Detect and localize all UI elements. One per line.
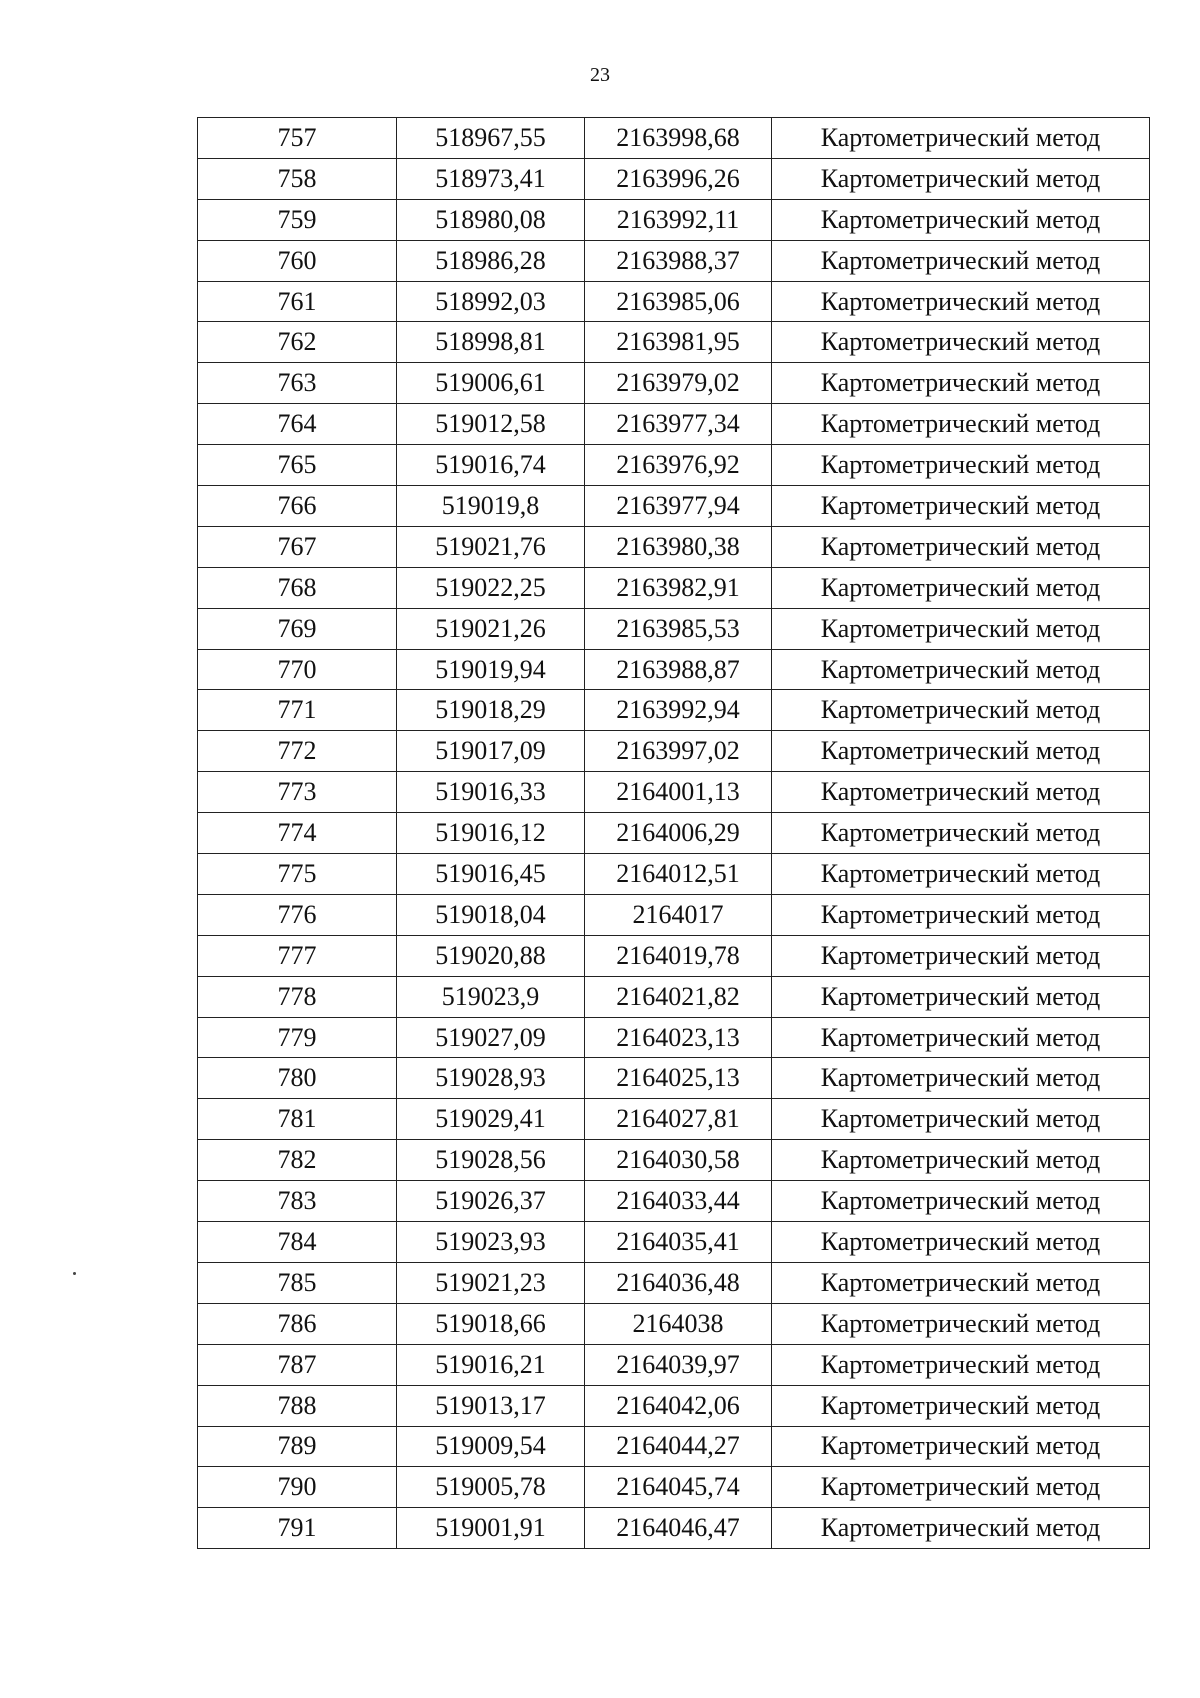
point-number-cell: 767 <box>198 526 397 567</box>
point-number-cell: 770 <box>198 649 397 690</box>
table-row <box>198 1262 1150 1303</box>
point-number-cell: 760 <box>198 240 397 281</box>
point-number-cell: 768 <box>198 567 397 608</box>
point-number-cell: 776 <box>198 894 397 935</box>
method-cell: Картометрический метод <box>772 1099 1150 1140</box>
table-row <box>198 731 1150 772</box>
y-coordinate-cell: 2164017 <box>585 894 772 935</box>
x-coordinate-cell: 519029,41 <box>397 1099 585 1140</box>
method-cell: Картометрический метод <box>772 322 1150 363</box>
method-cell: Картометрический метод <box>772 1344 1150 1385</box>
x-coordinate-cell: 518986,28 <box>397 240 585 281</box>
x-coordinate-cell: 519019,8 <box>397 486 585 527</box>
point-number-cell: 758 <box>198 158 397 199</box>
table-row <box>198 976 1150 1017</box>
y-coordinate-cell: 2163992,11 <box>585 199 772 240</box>
y-coordinate-cell: 2164042,06 <box>585 1385 772 1426</box>
table-row <box>198 567 1150 608</box>
x-coordinate-cell: 519021,23 <box>397 1262 585 1303</box>
point-number-cell: 784 <box>198 1222 397 1263</box>
scan-speck <box>73 1272 76 1275</box>
y-coordinate-cell: 2164027,81 <box>585 1099 772 1140</box>
y-coordinate-cell: 2163981,95 <box>585 322 772 363</box>
point-number-cell: 785 <box>198 1262 397 1303</box>
x-coordinate-cell: 519009,54 <box>397 1426 585 1467</box>
table-row <box>198 240 1150 281</box>
x-coordinate-cell: 519005,78 <box>397 1467 585 1508</box>
point-number-cell: 764 <box>198 404 397 445</box>
point-number-cell: 759 <box>198 199 397 240</box>
x-coordinate-cell: 519016,12 <box>397 813 585 854</box>
point-number-cell: 774 <box>198 813 397 854</box>
y-coordinate-cell: 2164001,13 <box>585 772 772 813</box>
point-number-cell: 786 <box>198 1303 397 1344</box>
method-cell: Картометрический метод <box>772 281 1150 322</box>
x-coordinate-cell: 519016,33 <box>397 772 585 813</box>
table-row <box>198 199 1150 240</box>
point-number-cell: 766 <box>198 486 397 527</box>
point-number-cell: 777 <box>198 935 397 976</box>
y-coordinate-cell: 2164035,41 <box>585 1222 772 1263</box>
x-coordinate-cell: 519018,04 <box>397 894 585 935</box>
table-row <box>198 690 1150 731</box>
method-cell: Картометрический метод <box>772 1426 1150 1467</box>
x-coordinate-cell: 519027,09 <box>397 1017 585 1058</box>
coordinates-table <box>197 117 1150 1549</box>
y-coordinate-cell: 2163997,02 <box>585 731 772 772</box>
y-coordinate-cell: 2164021,82 <box>585 976 772 1017</box>
method-cell: Картометрический метод <box>772 1262 1150 1303</box>
y-coordinate-cell: 2164036,48 <box>585 1262 772 1303</box>
method-cell: Картометрический метод <box>772 363 1150 404</box>
method-cell: Картометрический метод <box>772 731 1150 772</box>
method-cell: Картометрический метод <box>772 445 1150 486</box>
y-coordinate-cell: 2163985,06 <box>585 281 772 322</box>
table-row <box>198 813 1150 854</box>
method-cell: Картометрический метод <box>772 199 1150 240</box>
method-cell: Картометрический метод <box>772 649 1150 690</box>
table-row <box>198 649 1150 690</box>
x-coordinate-cell: 519018,29 <box>397 690 585 731</box>
point-number-cell: 775 <box>198 854 397 895</box>
method-cell: Картометрический метод <box>772 690 1150 731</box>
table-row <box>198 1385 1150 1426</box>
method-cell: Картометрический метод <box>772 567 1150 608</box>
y-coordinate-cell: 2164044,27 <box>585 1426 772 1467</box>
y-coordinate-cell: 2163979,02 <box>585 363 772 404</box>
point-number-cell: 762 <box>198 322 397 363</box>
point-number-cell: 789 <box>198 1426 397 1467</box>
table-row <box>198 1508 1150 1549</box>
method-cell: Картометрический метод <box>772 1385 1150 1426</box>
y-coordinate-cell: 2163982,91 <box>585 567 772 608</box>
table-row <box>198 1467 1150 1508</box>
method-cell: Картометрический метод <box>772 1140 1150 1181</box>
method-cell: Картометрический метод <box>772 854 1150 895</box>
method-cell: Картометрический метод <box>772 118 1150 159</box>
table-row <box>198 772 1150 813</box>
table-row <box>198 526 1150 567</box>
x-coordinate-cell: 519013,17 <box>397 1385 585 1426</box>
table-row <box>198 854 1150 895</box>
x-coordinate-cell: 519028,93 <box>397 1058 585 1099</box>
method-cell: Картометрический метод <box>772 1303 1150 1344</box>
x-coordinate-cell: 519021,26 <box>397 608 585 649</box>
table-row <box>198 935 1150 976</box>
table-row <box>198 608 1150 649</box>
method-cell: Картометрический метод <box>772 772 1150 813</box>
y-coordinate-cell: 2164023,13 <box>585 1017 772 1058</box>
table-row <box>198 445 1150 486</box>
table-row <box>198 281 1150 322</box>
x-coordinate-cell: 519023,93 <box>397 1222 585 1263</box>
y-coordinate-cell: 2163988,87 <box>585 649 772 690</box>
x-coordinate-cell: 519012,58 <box>397 404 585 445</box>
method-cell: Картометрический метод <box>772 1058 1150 1099</box>
x-coordinate-cell: 519019,94 <box>397 649 585 690</box>
point-number-cell: 791 <box>198 1508 397 1549</box>
y-coordinate-cell: 2164039,97 <box>585 1344 772 1385</box>
method-cell: Картометрический метод <box>772 935 1150 976</box>
table-row <box>198 322 1150 363</box>
x-coordinate-cell: 519017,09 <box>397 731 585 772</box>
coordinates-table-body <box>198 118 1150 1549</box>
x-coordinate-cell: 519006,61 <box>397 363 585 404</box>
y-coordinate-cell: 2163998,68 <box>585 118 772 159</box>
table-row <box>198 118 1150 159</box>
method-cell: Картометрический метод <box>772 404 1150 445</box>
method-cell: Картометрический метод <box>772 1181 1150 1222</box>
y-coordinate-cell: 2164012,51 <box>585 854 772 895</box>
y-coordinate-cell: 2164045,74 <box>585 1467 772 1508</box>
table-row <box>198 1140 1150 1181</box>
y-coordinate-cell: 2164046,47 <box>585 1508 772 1549</box>
x-coordinate-cell: 519023,9 <box>397 976 585 1017</box>
point-number-cell: 779 <box>198 1017 397 1058</box>
table-row <box>198 1344 1150 1385</box>
method-cell: Картометрический метод <box>772 158 1150 199</box>
point-number-cell: 771 <box>198 690 397 731</box>
method-cell: Картометрический метод <box>772 240 1150 281</box>
y-coordinate-cell: 2164019,78 <box>585 935 772 976</box>
point-number-cell: 780 <box>198 1058 397 1099</box>
point-number-cell: 790 <box>198 1467 397 1508</box>
x-coordinate-cell: 519016,45 <box>397 854 585 895</box>
x-coordinate-cell: 519026,37 <box>397 1181 585 1222</box>
method-cell: Картометрический метод <box>772 1508 1150 1549</box>
table-row <box>198 1222 1150 1263</box>
point-number-cell: 778 <box>198 976 397 1017</box>
page-number: 23 <box>590 64 610 86</box>
x-coordinate-cell: 519020,88 <box>397 935 585 976</box>
point-number-cell: 773 <box>198 772 397 813</box>
y-coordinate-cell: 2163977,34 <box>585 404 772 445</box>
x-coordinate-cell: 518973,41 <box>397 158 585 199</box>
point-number-cell: 788 <box>198 1385 397 1426</box>
x-coordinate-cell: 519021,76 <box>397 526 585 567</box>
table-row <box>198 1426 1150 1467</box>
point-number-cell: 781 <box>198 1099 397 1140</box>
method-cell: Картометрический метод <box>772 894 1150 935</box>
table-row <box>198 1099 1150 1140</box>
point-number-cell: 763 <box>198 363 397 404</box>
y-coordinate-cell: 2164030,58 <box>585 1140 772 1181</box>
method-cell: Картометрический метод <box>772 526 1150 567</box>
point-number-cell: 782 <box>198 1140 397 1181</box>
y-coordinate-cell: 2163985,53 <box>585 608 772 649</box>
table-row <box>198 1058 1150 1099</box>
y-coordinate-cell: 2163977,94 <box>585 486 772 527</box>
table-row <box>198 158 1150 199</box>
method-cell: Картометрический метод <box>772 486 1150 527</box>
x-coordinate-cell: 518992,03 <box>397 281 585 322</box>
y-coordinate-cell: 2163980,38 <box>585 526 772 567</box>
table-row <box>198 1303 1150 1344</box>
x-coordinate-cell: 519028,56 <box>397 1140 585 1181</box>
table-row <box>198 1017 1150 1058</box>
y-coordinate-cell: 2164038 <box>585 1303 772 1344</box>
x-coordinate-cell: 519001,91 <box>397 1508 585 1549</box>
y-coordinate-cell: 2164006,29 <box>585 813 772 854</box>
method-cell: Картометрический метод <box>772 1017 1150 1058</box>
x-coordinate-cell: 519016,21 <box>397 1344 585 1385</box>
point-number-cell: 772 <box>198 731 397 772</box>
x-coordinate-cell: 519018,66 <box>397 1303 585 1344</box>
method-cell: Картометрический метод <box>772 976 1150 1017</box>
method-cell: Картометрический метод <box>772 608 1150 649</box>
table-row <box>198 1181 1150 1222</box>
table-row <box>198 404 1150 445</box>
x-coordinate-cell: 518967,55 <box>397 118 585 159</box>
y-coordinate-cell: 2164033,44 <box>585 1181 772 1222</box>
table-row <box>198 894 1150 935</box>
x-coordinate-cell: 519016,74 <box>397 445 585 486</box>
point-number-cell: 783 <box>198 1181 397 1222</box>
y-coordinate-cell: 2163992,94 <box>585 690 772 731</box>
y-coordinate-cell: 2163976,92 <box>585 445 772 486</box>
y-coordinate-cell: 2164025,13 <box>585 1058 772 1099</box>
method-cell: Картометрический метод <box>772 1222 1150 1263</box>
point-number-cell: 765 <box>198 445 397 486</box>
method-cell: Картометрический метод <box>772 813 1150 854</box>
x-coordinate-cell: 518980,08 <box>397 199 585 240</box>
y-coordinate-cell: 2163988,37 <box>585 240 772 281</box>
method-cell: Картометрический метод <box>772 1467 1150 1508</box>
x-coordinate-cell: 519022,25 <box>397 567 585 608</box>
table-row <box>198 486 1150 527</box>
x-coordinate-cell: 518998,81 <box>397 322 585 363</box>
point-number-cell: 769 <box>198 608 397 649</box>
y-coordinate-cell: 2163996,26 <box>585 158 772 199</box>
point-number-cell: 761 <box>198 281 397 322</box>
table-row <box>198 363 1150 404</box>
point-number-cell: 757 <box>198 118 397 159</box>
point-number-cell: 787 <box>198 1344 397 1385</box>
